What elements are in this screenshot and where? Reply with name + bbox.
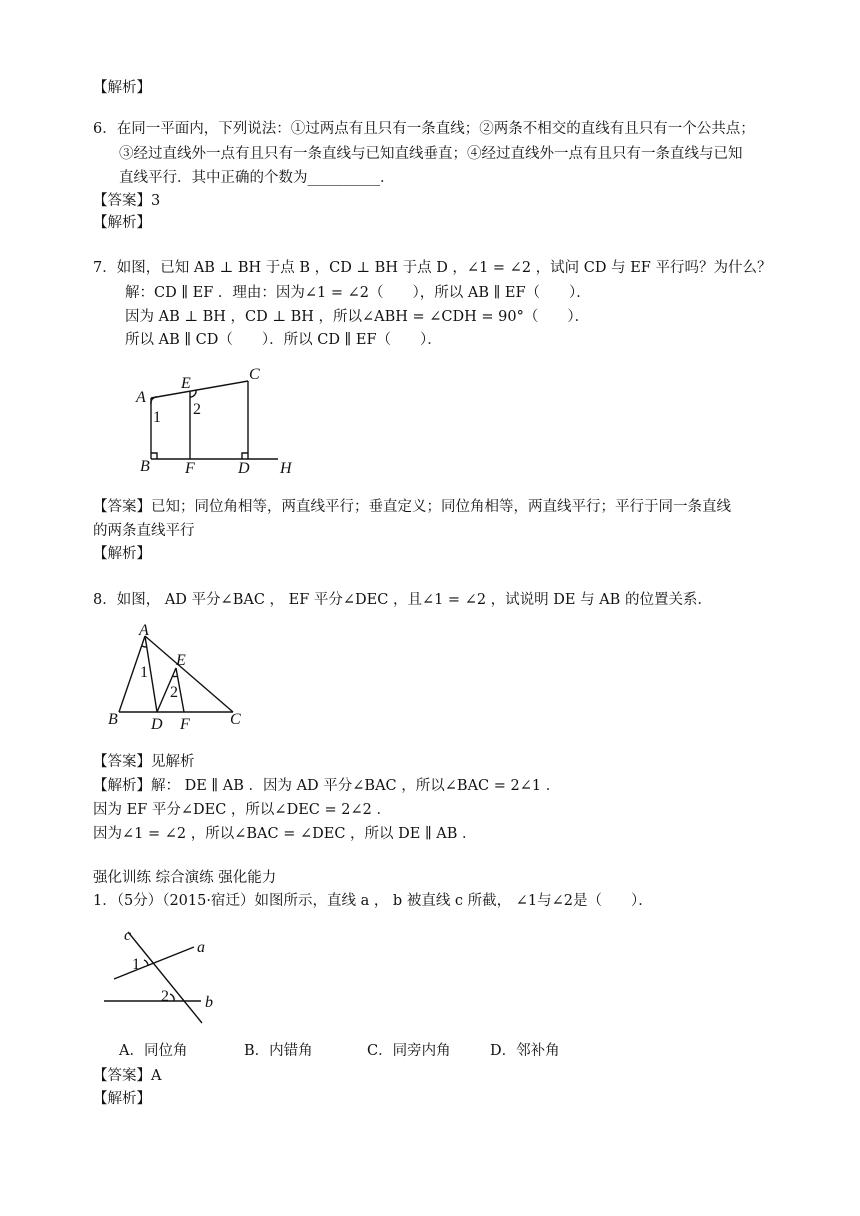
q8-label-d: D [151, 716, 163, 733]
q8-label-e: E [176, 652, 186, 669]
q8-label-c: C [230, 711, 241, 728]
p1-label-a: a [197, 939, 205, 956]
p1-analysis: 【解析】 [93, 1091, 151, 1107]
q7-label-c: C [249, 366, 260, 383]
p1-line-a [114, 947, 194, 979]
q7-answer-2: 的两条直线平行 [93, 523, 195, 539]
q7-label-2: 2 [193, 401, 201, 418]
q7-label-a: A [136, 389, 146, 406]
option-b: B．内错角 [244, 1043, 313, 1059]
section-heading: 强化训练 综合演练 强化能力 [93, 870, 277, 886]
q7-figure [130, 360, 310, 486]
p1-figure [96, 922, 226, 1032]
q7-right-angle-d [242, 453, 248, 459]
q6-analysis: 【解析】 [93, 215, 151, 231]
q8-answer: 【答案】见解析 [93, 754, 195, 770]
q7-label-f: F [185, 460, 195, 477]
q7-label-h: H [280, 460, 292, 477]
q8-label-f: F [180, 716, 190, 733]
p1-label-1: 1 [132, 956, 140, 973]
q7-label-d: D [238, 460, 250, 477]
p1-question: 1．（5分）（2015·宿迁）如图所示，直线 a ， b 被直线 c 所截， ∠1与∠2是（ ）． [93, 893, 653, 909]
q7-question: 7．如图，已知 AB ⊥ BH 于点 B ，CD ⊥ BH 于点 D ，∠1 = ∠2 ，试问 CD 与 EF 平行吗？为什么？ [93, 260, 772, 276]
option-c: C．同旁内角 [367, 1043, 451, 1059]
option-d: D．邻补角 [490, 1043, 560, 1059]
q7-solution-3: 所以 AB ∥ CD（ ）．所以 CD ∥ EF（ ）． [125, 332, 442, 348]
q6-line-1: 6．在同一平面内，下列说法：①过两点有且只有一条直线；②两条不相交的直线有且只有一个公共点； [93, 121, 755, 137]
q6-answer: 【答案】3 [93, 193, 161, 209]
p1-line-c [128, 932, 202, 1023]
p1-angle-mark-1 [144, 960, 148, 966]
q7-analysis: 【解析】 [93, 546, 151, 562]
q7-label-b: B [140, 458, 150, 475]
q8-line-ac [145, 636, 233, 712]
p1-label-2: 2 [161, 988, 169, 1005]
analysis-label: 【解析】 [93, 80, 151, 96]
q7-right-angle-b [151, 453, 157, 459]
q6-line-2: ③经过直线外一点有且只有一条直线与已知直线垂直；④经过直线外一点有且只有一条直线与已知 [119, 146, 743, 162]
q7-label-1: 1 [153, 409, 161, 426]
q6-line-3: 直线平行．其中正确的个数为__________． [119, 170, 395, 186]
p1-answer: 【答案】A [93, 1068, 162, 1084]
q7-solution-1: 解：CD ∥ EF ．理由：因为∠1 = ∠2（ ），所以 AB ∥ EF（ ）． [125, 285, 591, 301]
q8-label-1: 1 [140, 664, 148, 681]
q8-figure [105, 624, 255, 740]
q8-analysis-3: 因为∠1 = ∠2 ，所以∠BAC = ∠DEC ，所以 DE ∥ AB ． [93, 826, 477, 842]
q7-solution-2: 因为 AB ⊥ BH ，CD ⊥ BH ，所以∠ABH = ∠CDH = 90°（ ）． [125, 309, 590, 325]
q7-label-e: E [181, 375, 191, 392]
p1-label-b: b [205, 994, 213, 1011]
q8-question: 8．如图， AD 平分∠BAC ， EF 平分∠DEC ，且∠1 = ∠2 ，试说明 DE 与 AB 的位置关系． [93, 592, 712, 608]
q7-line-ac [151, 381, 248, 398]
q8-label-b: B [108, 711, 118, 728]
option-a: A．同位角 [119, 1043, 188, 1059]
q7-answer-1: 【答案】已知；同位角相等，两直线平行；垂直定义；同位角相等，两直线平行；平行于同一条直线 [93, 499, 731, 515]
p1-angle-mark-2 [170, 994, 174, 1001]
q8-label-a: A [139, 622, 149, 639]
p1-label-c: c [124, 927, 132, 944]
q8-angle-mark-2 [172, 676, 178, 677]
q8-analysis-2: 因为 EF 平分∠DEC ，所以∠DEC = 2∠2 ． [93, 802, 391, 818]
q8-label-2: 2 [170, 684, 178, 701]
q8-analysis-1: 【解析】解： DE ∥ AB ．因为 AD 平分∠BAC ，所以∠BAC = 2∠1 ． [93, 778, 561, 794]
